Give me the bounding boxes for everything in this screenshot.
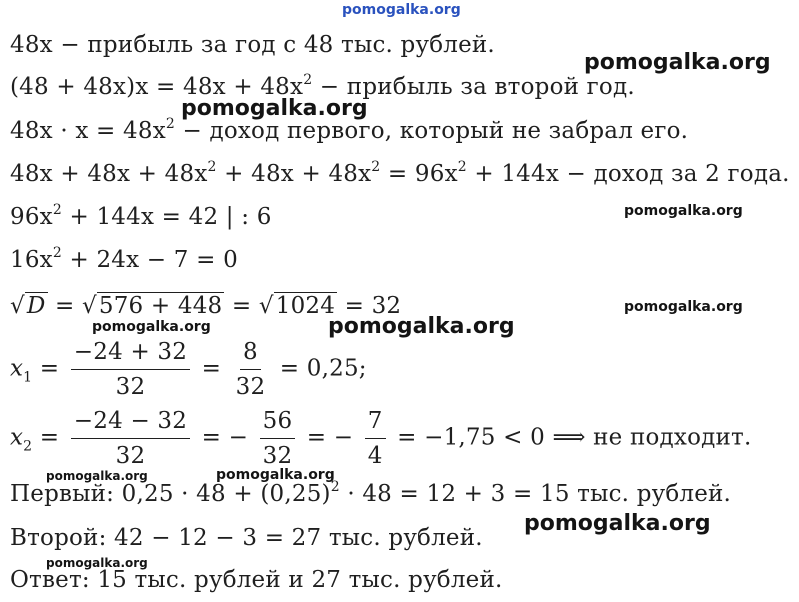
line-discriminant: [10, 291, 401, 321]
fraction: [71, 406, 190, 471]
line-second-total: [10, 523, 483, 553]
numerator: −24 + 32: [71, 337, 190, 370]
line-text: − доход первого, который не забрал его.: [174, 118, 689, 144]
denominator: 32: [115, 443, 146, 469]
exponent: 2: [52, 202, 62, 218]
line-text: · 48 = 12 + 3 = 15 тыс. рублей.: [339, 481, 732, 507]
line-text: 48x − прибыль за год с 48 тыс. рублей.: [10, 32, 495, 58]
numerator: 7: [365, 406, 386, 439]
watermark: pomogalka.org: [524, 511, 711, 536]
line-profit-year: [10, 30, 495, 60]
equals: =: [231, 293, 252, 319]
denominator: 32: [262, 443, 293, 469]
line-text: (48 + 48x)x = 48x + 48x: [10, 74, 304, 100]
line-text: + 144x = 42 | : 6: [61, 204, 272, 230]
sqrt: √1024: [258, 293, 336, 319]
sqrt: √D: [10, 293, 46, 319]
watermark: pomogalka.org: [46, 556, 148, 570]
exponent: 2: [371, 159, 381, 175]
watermark: pomogalka.org: [624, 299, 743, 315]
line-text: = 32: [337, 293, 402, 319]
line-text: = −1,75 < 0 ⟹ не подходит.: [389, 424, 752, 451]
watermark: pomogalka.org: [328, 314, 515, 339]
equals-minus: = −: [306, 424, 354, 451]
fraction: [71, 337, 190, 402]
exponent: 2: [457, 159, 467, 175]
exponent: 2: [330, 479, 340, 495]
subscript: 1: [23, 369, 33, 386]
line-text: 16x: [10, 247, 53, 273]
equals: =: [39, 355, 60, 382]
line-text: + 48x + 48x: [216, 161, 372, 187]
line-text: Второй: 42 − 12 − 3 = 27 тыс. рублей.: [10, 525, 483, 551]
denominator: 4: [367, 443, 383, 469]
line-profit-second-year: [10, 72, 635, 102]
line-root-x2: [10, 406, 751, 471]
line-income-two-years: [10, 159, 790, 189]
radicand: 1024: [275, 293, 336, 319]
exponent: 2: [303, 72, 313, 88]
radicand: 576 + 448: [98, 293, 223, 319]
numerator: 8: [240, 337, 261, 370]
sqrt: √576 + 448: [82, 293, 223, 319]
line-text: 48x + 48x + 48x: [10, 161, 208, 187]
numerator: 56: [260, 406, 296, 439]
line-text: = 0,25;: [272, 355, 367, 382]
variable: x: [10, 424, 24, 451]
equals: =: [55, 293, 75, 319]
line-text: = 96x: [380, 161, 458, 187]
watermark: pomogalka.org: [216, 467, 335, 483]
equals: =: [39, 424, 60, 451]
watermark: pomogalka.org: [181, 96, 368, 121]
numerator: −24 − 32: [71, 406, 190, 439]
line-text: 48x · x = 48x: [10, 118, 166, 144]
watermark: pomogalka.org: [584, 50, 771, 75]
watermark: pomogalka.org: [92, 319, 211, 335]
fraction: [260, 406, 296, 471]
fraction: [365, 406, 386, 471]
line-text: − прибыль за второй год.: [312, 74, 635, 100]
line-answer: [10, 565, 503, 595]
exponent: 2: [52, 245, 62, 261]
line-text: 96x: [10, 204, 53, 230]
equals: =: [201, 355, 222, 382]
denominator: 32: [235, 374, 266, 400]
line-text: Ответ: 15 тыс. рублей и 27 тыс. рублей.: [10, 567, 503, 593]
fraction: [233, 337, 269, 402]
line-equation: [10, 202, 272, 232]
exponent: 2: [165, 116, 175, 132]
denominator: 32: [115, 374, 146, 400]
watermark: pomogalka.org: [46, 469, 148, 483]
line-quadratic: [10, 245, 238, 275]
exponent: 2: [207, 159, 217, 175]
variable: x: [10, 355, 24, 382]
radicand: D: [26, 293, 46, 319]
equals-minus: = −: [201, 424, 249, 451]
watermark: pomogalka.org: [624, 203, 743, 219]
subscript: 2: [23, 438, 33, 455]
line-text: + 144x − доход за 2 года.: [466, 161, 790, 187]
line-text: + 24x − 7 = 0: [61, 247, 238, 273]
line-first-total: [10, 479, 731, 509]
line-root-x1: [10, 337, 367, 402]
line-income-first: [10, 116, 688, 146]
watermark-top: pomogalka.org: [342, 2, 461, 18]
line-text: Первый: 0,25 · 48 + (0,25): [10, 481, 331, 507]
